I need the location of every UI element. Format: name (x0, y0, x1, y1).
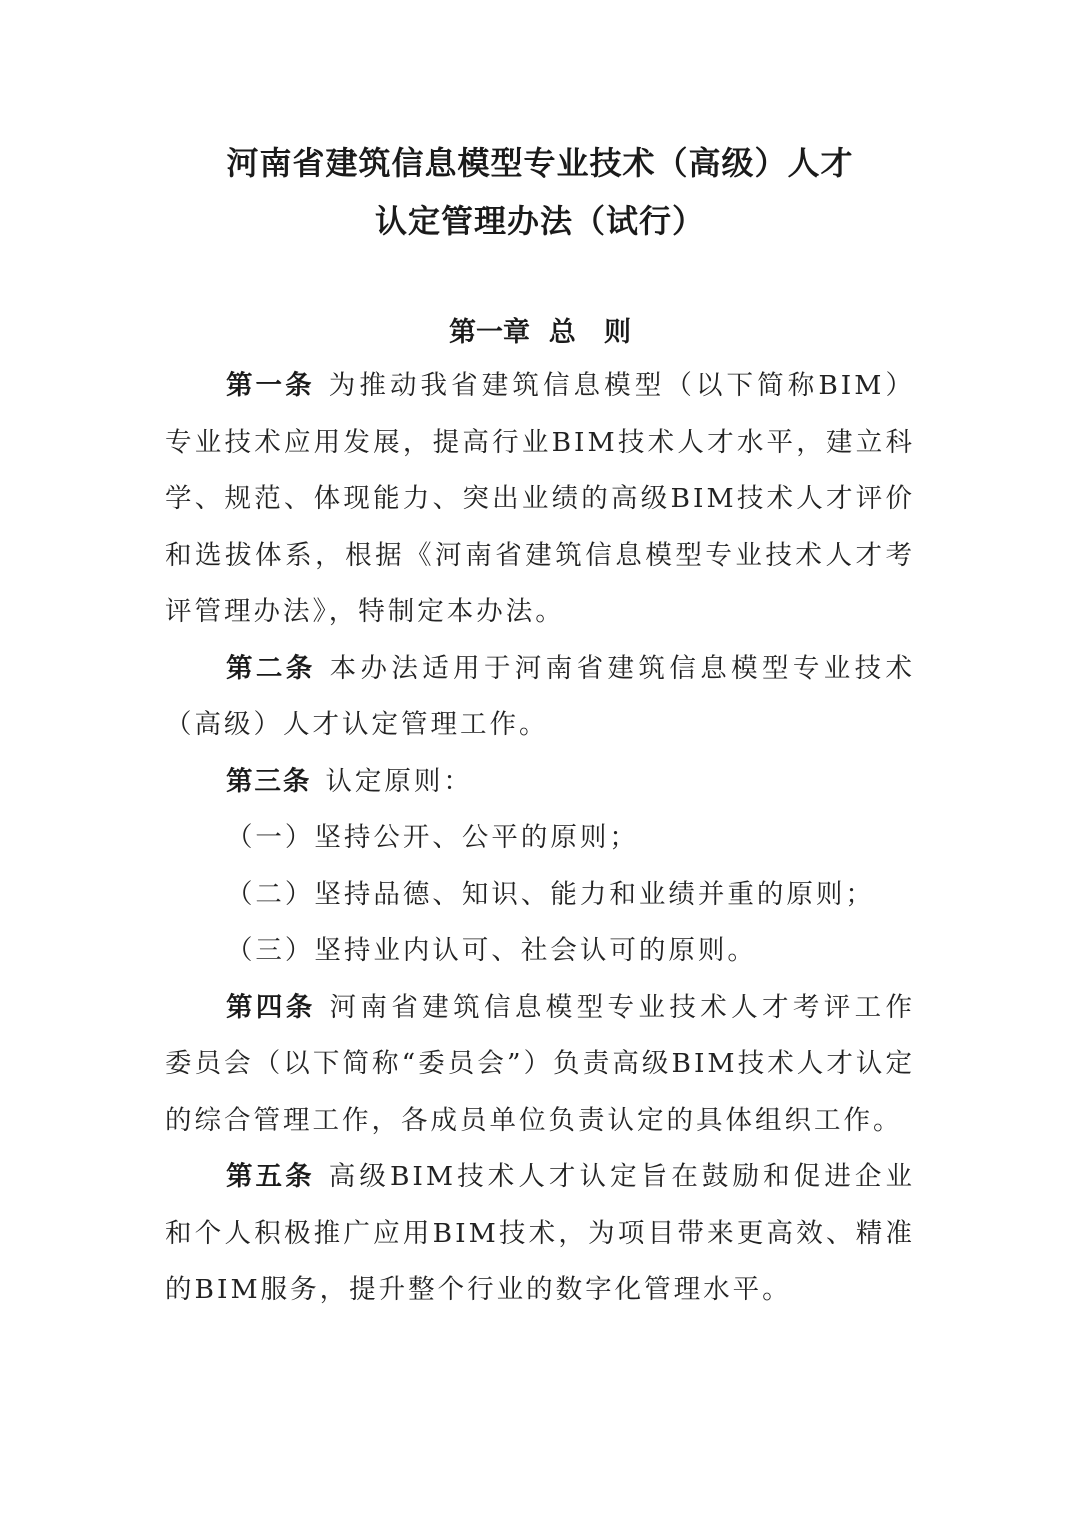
document-body (165, 358, 915, 1319)
article-text: 河南省建筑信息模型专业技术人才考评工作委员会（以下简称“委员会”）负责高级BIM技术人才认定的综合管理工作，各成员单位负责认定的具体组织工作。 (165, 991, 916, 1136)
document-title-line-1: 河南省建筑信息模型专业技术（高级）人才 (226, 144, 854, 182)
principle-item: （一）坚持公开、公平的原则； (225, 822, 639, 853)
article-3 (165, 754, 915, 811)
article-4 (165, 980, 915, 1150)
chapter-heading: 第一章 总 则 (449, 317, 631, 348)
article-text: 认定原则： (325, 765, 473, 797)
article-2 (165, 641, 915, 754)
article-1 (165, 358, 915, 641)
principle-item: （二）坚持品德、知识、能力和业绩并重的原则； (225, 878, 875, 910)
principle-item: （三）坚持业内认可、社会认可的原则。 (225, 935, 757, 966)
article-number: 第二条 (225, 652, 316, 684)
document-title-line-2: 认定管理办法（试行） (374, 202, 705, 240)
article-number: 第三条 (225, 765, 312, 797)
article-number: 第一条 (225, 370, 315, 401)
article-number: 第四条 (225, 991, 316, 1023)
article-text: 为推动我省建筑信息模型（以下简称BIM）专业技术应用发展，提高行业BIM技术人才水平，建立科学、规范、体现能力、突出业绩的高级BIM技术人才评价和选拔体系，根据《河南省建筑信息模型专业技术人才考评管理办法》，特制定本办法。 (165, 370, 916, 627)
article-number: 第五条 (225, 1161, 315, 1192)
article-5 (165, 1149, 915, 1319)
article-text: 本办法适用于河南省建筑信息模型专业技术（高级）人才认定管理工作。 (165, 652, 916, 740)
article-text: 高级BIM技术人才认定旨在鼓励和促进企业和个人积极推广应用BIM技术，为项目带来更高效、精准的BIM服务，提升整个行业的数字化管理水平。 (165, 1161, 916, 1305)
